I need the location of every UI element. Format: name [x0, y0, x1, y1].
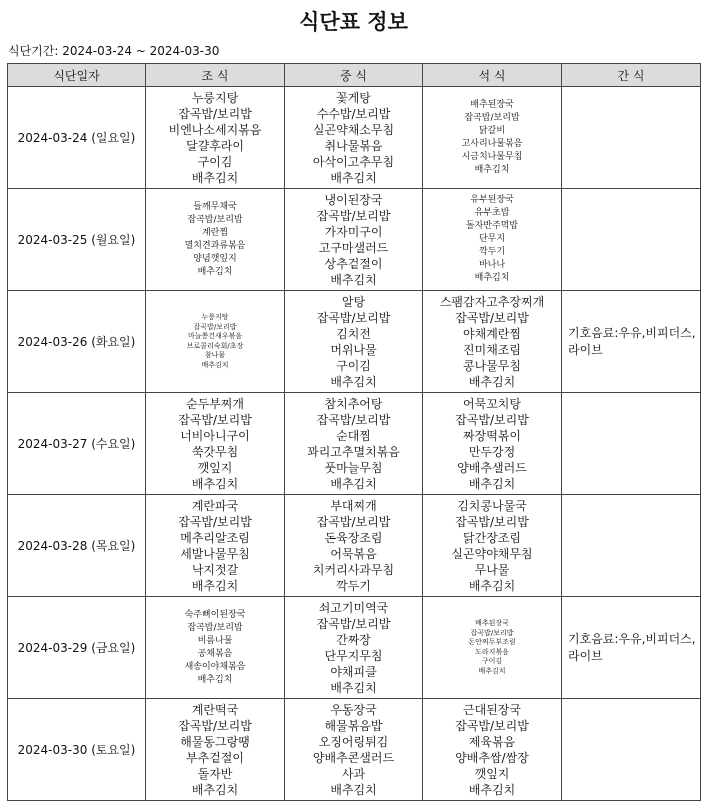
breakfast-item: 멸치견과류볶음 [184, 240, 246, 251]
breakfast-cell [146, 291, 285, 393]
breakfast-item: 배추김치 [191, 170, 239, 185]
breakfast-item: 부추겉절이 [186, 750, 244, 765]
breakfast-item: 세발나물무침 [180, 546, 250, 561]
lunch-item: 배추김치 [330, 680, 377, 695]
header-breakfast: 조 식 [146, 64, 285, 87]
breakfast-item: 해물동그랑땡 [180, 734, 250, 749]
lunch-item: 순대찜 [336, 428, 371, 443]
dinner-item: 실곤약야채무침 [451, 546, 533, 561]
breakfast-item: 배추김치 [197, 674, 233, 685]
lunch-item: 수수밥/보리밥 [316, 106, 391, 121]
breakfast-item: 잡곡밥/보리밥 [178, 514, 252, 529]
snack-cell: 기호음료:우유,비피더스,라이브 [562, 597, 701, 699]
breakfast-item: 메추리알조림 [180, 530, 250, 545]
dinner-item: 야채계란찜 [463, 326, 521, 341]
breakfast-item: 숙주뼈이된장국 [184, 609, 246, 620]
snack-cell: 기호음료:우유,비피더스,라이브 [562, 291, 701, 393]
breakfast-cell [146, 495, 285, 597]
lunch-item: 냉이된장국 [324, 192, 383, 207]
meal-table [7, 63, 701, 801]
table-row [8, 393, 701, 495]
dinner-item: 근대된장국 [463, 702, 521, 717]
dinner-cell [423, 495, 562, 597]
dinner-item: 짜장떡볶이 [463, 428, 521, 443]
lunch-item: 머위나물 [330, 342, 377, 357]
breakfast-item: 배추김치 [191, 578, 239, 593]
dinner-item: 잡곡밥/보리밥 [455, 412, 529, 427]
snack-cell [562, 189, 701, 291]
dinner-item: 깍두기 [478, 247, 506, 257]
breakfast-item: 순두부찌개 [186, 396, 244, 411]
lunch-item: 잡곡밥/보리밥 [316, 412, 391, 427]
breakfast-item: 배추김치 [197, 266, 233, 277]
lunch-item: 아삭이고추무침 [312, 154, 395, 169]
lunch-item: 배추김치 [330, 782, 377, 797]
dinner-item: 무나물 [474, 562, 510, 577]
dinner-cell [423, 189, 562, 291]
table-row [8, 87, 701, 189]
dinner-item: 돈안찌두부조림 [468, 638, 516, 646]
snack-cell [562, 495, 701, 597]
lunch-cell [285, 495, 423, 597]
breakfast-item: 계란떡국 [191, 702, 239, 717]
breakfast-cell [146, 87, 285, 189]
breakfast-item: 비름나물 [197, 635, 233, 646]
dinner-item: 양배추쌈/쌈장 [455, 750, 529, 765]
lunch-item: 잡곡밥/보리밥 [316, 208, 391, 223]
snack-cell [562, 393, 701, 495]
dinner-item: 배추김치 [474, 273, 510, 283]
lunch-item: 돈육장조림 [324, 530, 383, 545]
lunch-item: 꽈리고추멸치볶음 [307, 444, 400, 459]
breakfast-item: 배추김치 [191, 476, 239, 491]
lunch-cell [285, 189, 423, 291]
dinner-item: 콩나물무침 [463, 358, 521, 373]
dinner-item: 닭갈비 [478, 125, 506, 136]
lunch-item: 알탕 [341, 294, 366, 309]
lunch-item: 취나물볶음 [324, 138, 383, 153]
dinner-item: 유부초밥 [474, 208, 510, 218]
lunch-item: 상추겉절이 [324, 256, 383, 271]
lunch-item: 구이김 [336, 358, 371, 373]
breakfast-item: 누룽지탕 [191, 90, 239, 105]
breakfast-item: 계란찜 [201, 227, 229, 238]
meal-date: 2024-03-27 (수요일) [8, 393, 146, 495]
lunch-item: 풋마늘무침 [324, 460, 383, 475]
lunch-item: 해물볶음밥 [324, 718, 383, 733]
breakfast-item: 양념깻잎지 [193, 253, 237, 264]
breakfast-item: 브로콜리숙회/초장 [186, 341, 244, 350]
breakfast-cell [146, 597, 285, 699]
breakfast-item: 계란파국 [191, 498, 239, 513]
lunch-cell [285, 597, 423, 699]
table-row [8, 189, 701, 291]
lunch-item: 양배추콘샐러드 [312, 750, 395, 765]
dinner-item: 어묵꼬치탕 [463, 396, 521, 411]
breakfast-item: 잡곡밥/보리밥 [187, 214, 243, 225]
dinner-cell [423, 699, 562, 801]
header-snack: 간 식 [562, 64, 701, 87]
dinner-item: 배추김치 [478, 666, 506, 675]
breakfast-item: 너비아니구이 [180, 428, 250, 443]
lunch-item: 사과 [341, 766, 366, 781]
dinner-item: 만두강정 [468, 444, 516, 459]
dinner-item: 고사리나물볶음 [461, 138, 523, 149]
lunch-item: 단무지무침 [324, 648, 383, 663]
breakfast-item: 누룽지탕 [201, 313, 229, 321]
breakfast-cell [146, 699, 285, 801]
dinner-item: 배추김치 [468, 578, 516, 593]
dinner-item: 진미채조림 [463, 342, 521, 357]
dinner-cell [423, 597, 562, 699]
lunch-cell [285, 393, 423, 495]
lunch-item: 쇠고기미역국 [318, 600, 389, 615]
dinner-item: 배추김치 [474, 164, 510, 175]
meal-table-body [8, 87, 701, 801]
breakfast-item: 참나물 [204, 351, 226, 359]
breakfast-item: 잡곡밥/보리밥 [193, 322, 237, 331]
dinner-item: 배추된장국 [475, 619, 509, 627]
dinner-item: 배추김치 [468, 374, 516, 389]
dinner-item: 잡곡밥/보리밥 [464, 112, 520, 123]
header-lunch: 중 식 [285, 64, 423, 87]
breakfast-item: 비엔나소세지볶음 [168, 122, 262, 137]
dinner-item: 단무지 [478, 234, 506, 244]
lunch-item: 어묵볶음 [330, 546, 377, 561]
page-title: 식단표 정보 [299, 10, 408, 34]
lunch-item: 치커리사과무침 [312, 562, 395, 577]
lunch-item: 꽃게탕 [336, 90, 371, 105]
dinner-item: 배추김치 [468, 476, 516, 491]
dinner-item: 바나나 [478, 260, 506, 270]
lunch-item: 배추김치 [330, 476, 377, 491]
lunch-item: 배추김치 [330, 170, 377, 185]
dinner-item: 닭간장조림 [463, 530, 521, 545]
breakfast-item: 돌자반 [197, 766, 233, 781]
breakfast-item: 달걀후라이 [186, 138, 244, 153]
breakfast-item: 낙지젓갈 [191, 562, 239, 577]
dinner-cell [423, 393, 562, 495]
meal-date: 2024-03-30 (토요일) [8, 699, 146, 801]
dinner-item: 제육볶음 [468, 734, 516, 749]
dinner-item: 잡곡밥/보리밥 [455, 310, 529, 325]
dinner-item: 돌자반주먹밥 [465, 221, 519, 231]
lunch-cell [285, 699, 423, 801]
lunch-item: 잡곡밥/보리밥 [316, 310, 391, 325]
table-row [8, 597, 701, 699]
breakfast-item: 새송이야채볶음 [184, 661, 246, 672]
breakfast-item: 배추김치 [201, 360, 229, 369]
dinner-item: 깻잎지 [474, 766, 510, 781]
lunch-item: 잡곡밥/보리밥 [316, 514, 391, 529]
lunch-cell [285, 291, 423, 393]
lunch-item: 김치전 [336, 326, 371, 341]
breakfast-item: 잡곡밥/보리밥 [187, 622, 243, 633]
snack-cell [562, 699, 701, 801]
breakfast-item: 깻잎지 [197, 460, 233, 475]
meal-period: 식단기간: 2024-03-24 ~ 2024-03-30 [8, 44, 220, 58]
lunch-item: 배추김치 [330, 272, 377, 287]
dinner-item: 잡곡밥/보리밥 [455, 718, 529, 733]
lunch-item: 실곤약채소무침 [312, 122, 395, 137]
breakfast-item: 들깨무채국 [193, 201, 237, 212]
dinner-item: 유부된장국 [470, 195, 514, 205]
lunch-item: 깍두기 [336, 578, 371, 593]
breakfast-item: 잡곡밥/보리밥 [178, 106, 252, 121]
lunch-item: 부대찌개 [330, 498, 377, 513]
dinner-item: 구이김 [481, 657, 503, 665]
lunch-item: 우동장국 [330, 702, 377, 717]
header-row [8, 64, 701, 87]
dinner-item: 시금치나물무침 [461, 151, 523, 162]
table-row [8, 495, 701, 597]
breakfast-item: 공채볶음 [197, 648, 233, 659]
breakfast-item: 배추김치 [191, 782, 239, 797]
dinner-cell [423, 87, 562, 189]
dinner-item: 스팸감자고추장찌개 [439, 294, 545, 309]
meal-date: 2024-03-29 (금요일) [8, 597, 146, 699]
meal-date: 2024-03-25 (월요일) [8, 189, 146, 291]
dinner-cell [423, 291, 562, 393]
header-date: 식단일자 [8, 64, 146, 87]
lunch-item: 오징어링튀김 [318, 734, 389, 749]
lunch-cell [285, 87, 423, 189]
dinner-item: 잡곡밥/보리밥 [455, 514, 529, 529]
lunch-item: 참치추어탕 [324, 396, 383, 411]
breakfast-item: 구이김 [197, 154, 233, 169]
meal-date: 2024-03-26 (화요일) [8, 291, 146, 393]
table-row [8, 699, 701, 801]
dinner-item: 김치콩나물국 [457, 498, 527, 513]
breakfast-cell [146, 393, 285, 495]
dinner-item: 도라지볶음 [475, 647, 509, 656]
lunch-item: 가자미구이 [324, 224, 383, 239]
breakfast-item: 잡곡밥/보리밥 [178, 718, 252, 733]
snack-cell [562, 87, 701, 189]
lunch-item: 야채피클 [330, 664, 377, 679]
lunch-item: 간짜장 [336, 632, 371, 647]
table-row [8, 291, 701, 393]
lunch-item: 고구마샐러드 [318, 240, 389, 255]
dinner-item: 양배추샐러드 [457, 460, 527, 475]
dinner-item: 배추된장국 [470, 99, 514, 110]
header-dinner: 석 식 [423, 64, 562, 87]
breakfast-item: 쑥갓무침 [191, 444, 239, 459]
lunch-item: 잡곡밥/보리밥 [316, 616, 391, 631]
meal-date: 2024-03-24 (일요일) [8, 87, 146, 189]
dinner-item: 배추김치 [468, 782, 516, 797]
meal-date: 2024-03-28 (목요일) [8, 495, 146, 597]
dinner-item: 잡곡밥/보리밥 [470, 628, 514, 637]
breakfast-cell [146, 189, 285, 291]
breakfast-item: 잡곡밥/보리밥 [178, 412, 252, 427]
breakfast-item: 마늘쫑건새우볶음 [187, 332, 243, 340]
lunch-item: 배추김치 [330, 374, 377, 389]
